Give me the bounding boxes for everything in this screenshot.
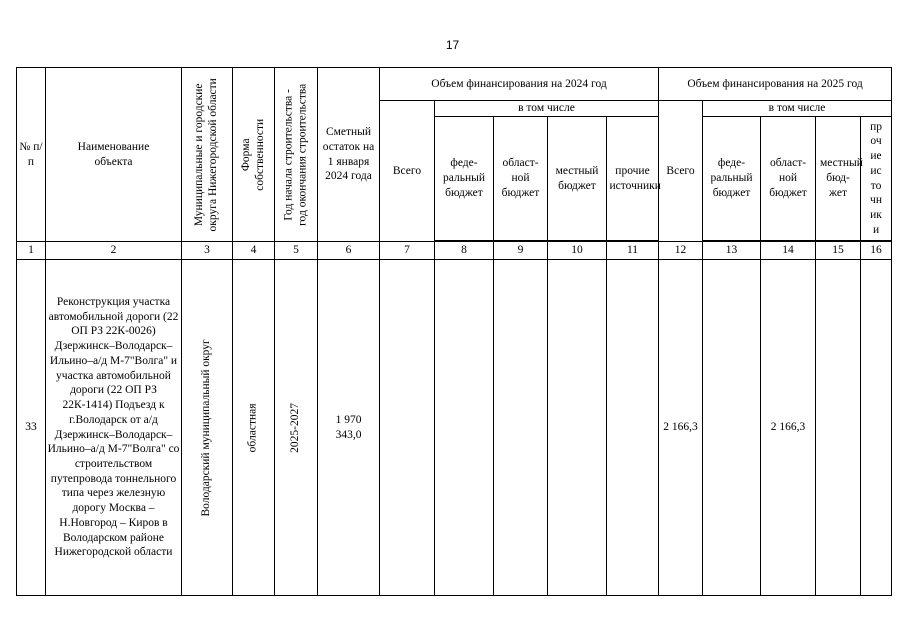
column-numbers-row bbox=[17, 242, 892, 260]
header-including-2024: в том числе bbox=[435, 101, 659, 117]
row-municipality: Володарский муниципальный округ bbox=[182, 260, 233, 596]
header-balance: Сметный остаток на 1 января 2024 года bbox=[318, 68, 380, 242]
col-num: 11 bbox=[607, 242, 659, 260]
row-regional-2024 bbox=[494, 260, 548, 596]
col-num: 5 bbox=[275, 242, 318, 260]
col-num: 3 bbox=[182, 242, 233, 260]
col-num: 14 bbox=[761, 242, 816, 260]
row-years: 2025-2027 bbox=[275, 260, 318, 596]
header-local-2025: местный бюд-жет bbox=[816, 117, 861, 241]
row-other-2025 bbox=[861, 260, 892, 596]
header-regional-2025: област-ной бюджет bbox=[761, 117, 816, 241]
header-years: Год начала строительства - год окончания строительства bbox=[275, 68, 318, 242]
header-other-2025: прочие источники bbox=[861, 117, 892, 241]
header-name: Наименование объекта bbox=[46, 68, 182, 242]
header-total-2024: Всего bbox=[380, 101, 435, 242]
header-regional-2024: област-ной бюджет bbox=[494, 117, 548, 241]
row-local-2025 bbox=[816, 260, 861, 596]
col-num: 15 bbox=[816, 242, 861, 260]
table-row bbox=[17, 260, 892, 596]
row-total-2025: 2 166,3 bbox=[659, 260, 703, 596]
col-num: 13 bbox=[703, 242, 761, 260]
financing-table bbox=[16, 67, 892, 596]
row-federal-2024 bbox=[435, 260, 494, 596]
header-fin-2025: Объем финансирования на 2025 год bbox=[659, 68, 892, 101]
col-num: 9 bbox=[494, 242, 548, 260]
header-federal-2024: феде-ральный бюджет bbox=[435, 117, 494, 241]
object-name: Реконструкция участка автомобильной дороги (22 ОП РЗ 22К-0026) Дзержинск–Володарск–Ильино–а/д М-7"Волга" и участка автомобильной дороги (22 ОП РЗ 22К-1414) Подъезд к г.Володарск от а/д Дзержинск–Володарск–Ильино–а/д М-7"Волга" со строительством путепровода тоннельного типа через железную дорогу Москва – Н.Новгород – Киров в Володарском районе Нижегородской области bbox=[46, 260, 182, 596]
col-num: 8 bbox=[435, 242, 494, 260]
row-num: 33 bbox=[17, 260, 46, 596]
header-num: № п/п bbox=[17, 68, 46, 242]
row-balance: 1 970 343,0 bbox=[318, 260, 380, 596]
header-ownership: Форма собственности bbox=[233, 68, 275, 242]
header-including-2025: в том числе bbox=[703, 101, 892, 117]
row-local-2024 bbox=[548, 260, 607, 596]
row-regional-2025: 2 166,3 bbox=[761, 260, 816, 596]
col-num: 2 bbox=[46, 242, 182, 260]
col-num: 7 bbox=[380, 242, 435, 260]
header-fin-2024: Объем финансирования на 2024 год bbox=[380, 68, 659, 101]
col-num: 4 bbox=[233, 242, 275, 260]
col-num: 6 bbox=[318, 242, 380, 260]
row-other-2024 bbox=[607, 260, 659, 596]
row-total-2024 bbox=[380, 260, 435, 596]
header-total-2025: Всего bbox=[659, 101, 703, 242]
col-num: 12 bbox=[659, 242, 703, 260]
header-local-2024: местный бюджет bbox=[548, 117, 607, 241]
row-ownership: областная bbox=[233, 260, 275, 596]
header-municipality: Муниципальные и городские округа Нижегородской области bbox=[182, 68, 233, 242]
row-federal-2025 bbox=[703, 260, 761, 596]
page-number: 17 bbox=[445, 38, 460, 52]
col-num: 1 bbox=[17, 242, 46, 260]
col-num: 10 bbox=[548, 242, 607, 260]
header-other-2024: прочие источники bbox=[607, 117, 659, 241]
header-federal-2025: феде-ральный бюджет bbox=[703, 117, 761, 241]
col-num: 16 bbox=[861, 242, 892, 260]
